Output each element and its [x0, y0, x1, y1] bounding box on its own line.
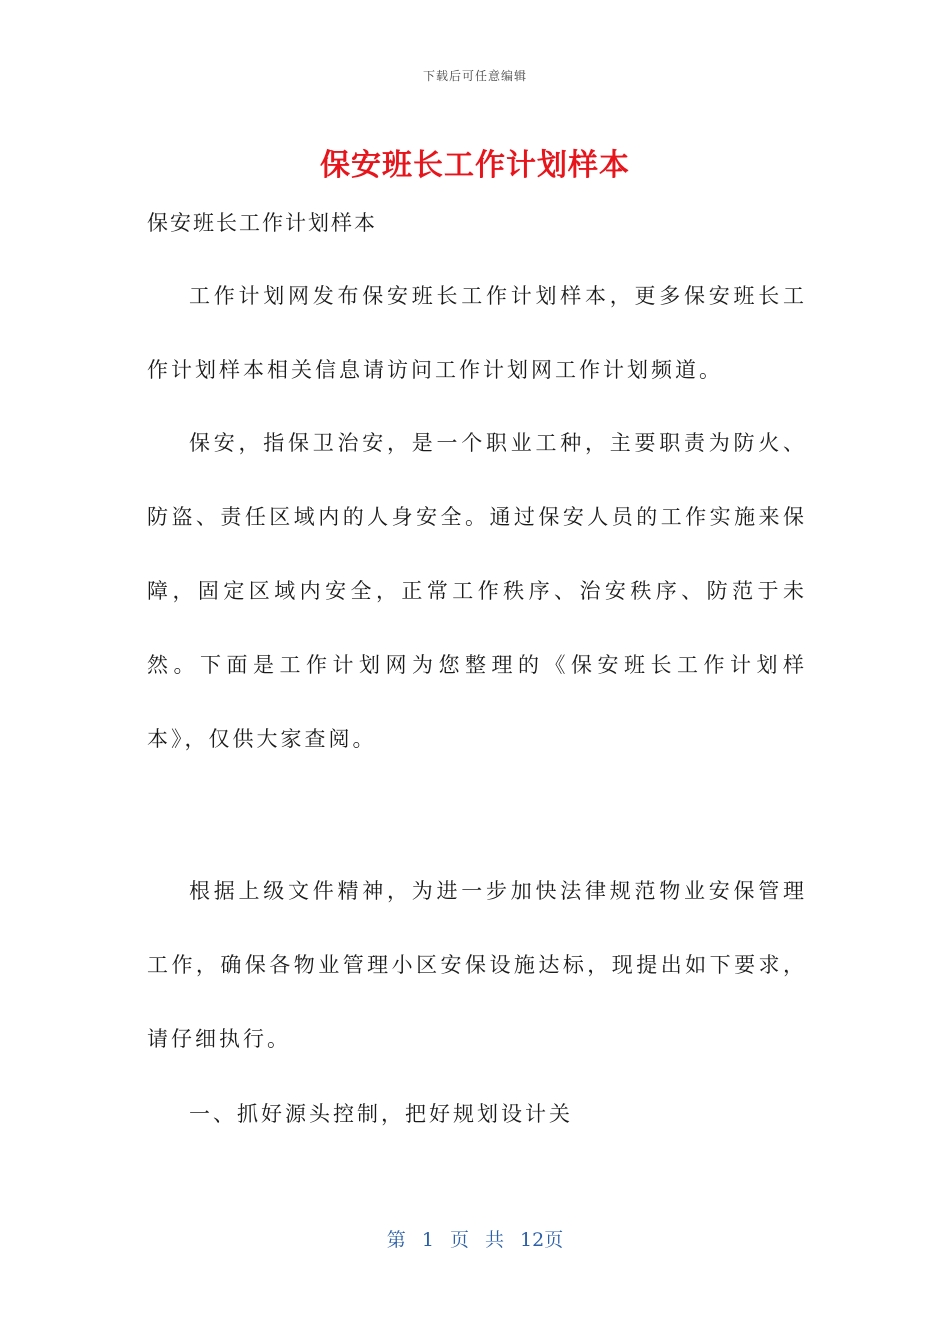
header-note: 下载后可任意编辑 — [422, 69, 527, 83]
paragraph-intro: 工作计划网发布保安班长工作计划样本，更多保安班长工作计划样本相关信息请访问工作计划网工作计划频道。 — [147, 284, 807, 382]
paragraph-definition: 保安，指保卫治安，是一个职业工种，主要职责为防火、防盗、责任区域内的人身安全。通过保安人员的工作实施来保障，固定区域内安全，正常工作秩序、治安秩序、防范于未然。下面是工作计划网为您整理的《保安班长工作计划样本》，仅供大家查阅。 — [147, 431, 807, 751]
document-title: 保安班长工作计划样本 — [320, 148, 630, 183]
page-footer: 第 1 页 共 12页 — [386, 1229, 564, 1251]
paragraph-requirements: 根据上级文件精神，为进一步加快法律规范物业安保管理工作，确保各物业管理小区安保设施达标，现提出如下要求，请仔细执行。 — [147, 879, 807, 1051]
document-subtitle: 保安班长工作计划样本 — [147, 211, 377, 235]
section-heading-1: 一、抓好源头控制，把好规划设计关 — [189, 1102, 573, 1126]
